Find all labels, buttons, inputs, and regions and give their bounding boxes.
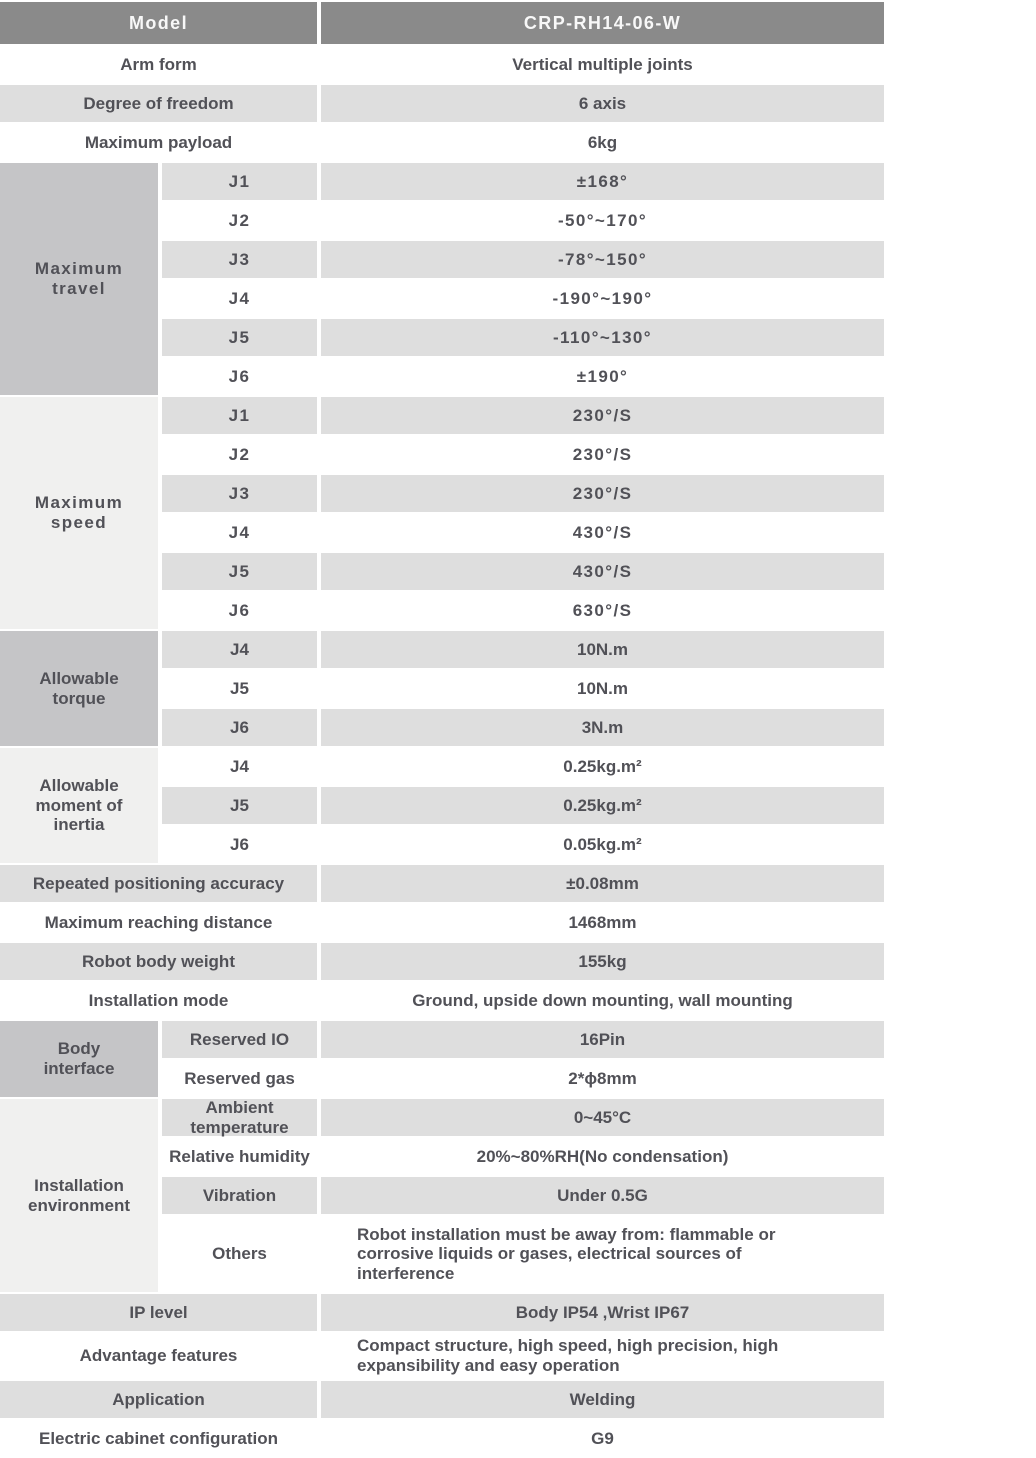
joint-label: J4 xyxy=(162,514,317,551)
joint-label: J5 xyxy=(162,553,317,590)
joint-value: 10N.m xyxy=(321,670,884,707)
joint-value: 430°/S xyxy=(321,553,884,590)
row-label-installation-mode: Installation mode xyxy=(0,982,317,1019)
joint-label: J4 xyxy=(162,748,317,785)
row-label-application: Application xyxy=(0,1381,317,1418)
row-label-electric-cabinet-configuration: Electric cabinet configuration xyxy=(0,1420,317,1457)
joint-value: 0.05kg.m² xyxy=(321,826,884,863)
row-value-electric-cabinet-configuration: G9 xyxy=(321,1420,884,1457)
row-value-repeated-positioning-accuracy: ±0.08mm xyxy=(321,865,884,902)
sub-label-relative-humidity: Relative humidity xyxy=(162,1138,317,1175)
row-label-robot-body-weight: Robot body weight xyxy=(0,943,317,980)
row-value-maximum-reaching-distance: 1468mm xyxy=(321,904,884,941)
joint-label: J1 xyxy=(162,397,317,434)
group-label-body-interface: Body interface xyxy=(0,1021,158,1097)
joint-label: J4 xyxy=(162,280,317,317)
row-label-maximum-reaching-distance: Maximum reaching distance xyxy=(0,904,317,941)
sub-value-ambient-temperature: 0~45°C xyxy=(321,1099,884,1136)
joint-label: J3 xyxy=(162,475,317,512)
joint-label: J5 xyxy=(162,319,317,356)
joint-label: J6 xyxy=(162,826,317,863)
sub-label-reserved-gas: Reserved gas xyxy=(162,1060,317,1097)
joint-label: J2 xyxy=(162,436,317,473)
sub-value-others: Robot installation must be away from: flammable or corrosive liquids or gases, electrical sources of interference xyxy=(321,1216,884,1292)
sub-value-relative-humidity: 20%~80%RH(No condensation) xyxy=(321,1138,884,1175)
joint-value: 10N.m xyxy=(321,631,884,668)
joint-label: J6 xyxy=(162,358,317,395)
row-label-arm-form: Arm form xyxy=(0,46,317,83)
joint-value: ±168° xyxy=(321,163,884,200)
joint-label: J5 xyxy=(162,787,317,824)
sub-label-reserved-io: Reserved IO xyxy=(162,1021,317,1058)
sub-value-vibration: Under 0.5G xyxy=(321,1177,884,1214)
row-value-robot-body-weight: 155kg xyxy=(321,943,884,980)
joint-label: J3 xyxy=(162,241,317,278)
group-label-maximum-travel: Maximum travel xyxy=(0,163,158,395)
joint-label: J6 xyxy=(162,709,317,746)
joint-value: 230°/S xyxy=(321,475,884,512)
joint-value: 0.25kg.m² xyxy=(321,748,884,785)
row-label-maximum-payload: Maximum payload xyxy=(0,124,317,161)
row-label-advantage-features: Advantage features xyxy=(0,1333,317,1379)
row-value-degree-of-freedom: 6 axis xyxy=(321,85,884,122)
joint-value: 430°/S xyxy=(321,514,884,551)
sub-label-others: Others xyxy=(162,1216,317,1292)
row-value-installation-mode: Ground, upside down mounting, wall mounting xyxy=(321,982,884,1019)
sub-label-ambient-temperature: Ambient temperature xyxy=(162,1099,317,1136)
row-label-repeated-positioning-accuracy: Repeated positioning accuracy xyxy=(0,865,317,902)
group-label-allowable-torque: Allowable torque xyxy=(0,631,158,746)
spec-table xyxy=(0,2,884,1457)
row-label-ip-level: IP level xyxy=(0,1294,317,1331)
joint-value: 3N.m xyxy=(321,709,884,746)
joint-label: J4 xyxy=(162,631,317,668)
model-header-value: CRP-RH14-06-W xyxy=(321,2,884,44)
row-value-maximum-payload: 6kg xyxy=(321,124,884,161)
joint-value: 630°/S xyxy=(321,592,884,629)
row-label-degree-of-freedom: Degree of freedom xyxy=(0,85,317,122)
joint-value: -78°~150° xyxy=(321,241,884,278)
row-value-arm-form: Vertical multiple joints xyxy=(321,46,884,83)
joint-value: 230°/S xyxy=(321,397,884,434)
joint-label: J2 xyxy=(162,202,317,239)
joint-label: J1 xyxy=(162,163,317,200)
sub-value-reserved-io: 16Pin xyxy=(321,1021,884,1058)
joint-value: -110°~130° xyxy=(321,319,884,356)
row-value-application: Welding xyxy=(321,1381,884,1418)
joint-value: 0.25kg.m² xyxy=(321,787,884,824)
row-value-advantage-features: Compact structure, high speed, high precision, high expansibility and easy operation xyxy=(321,1333,884,1379)
joint-label: J5 xyxy=(162,670,317,707)
joint-label: J6 xyxy=(162,592,317,629)
sub-value-reserved-gas: 2*ϕ8mm xyxy=(321,1060,884,1097)
group-label-maximum-speed: Maximum speed xyxy=(0,397,158,629)
joint-value: ±190° xyxy=(321,358,884,395)
group-label-installation-environment: Installation environment xyxy=(0,1099,158,1292)
row-value-ip-level: Body IP54 ,Wrist IP67 xyxy=(321,1294,884,1331)
joint-value: -50°~170° xyxy=(321,202,884,239)
joint-value: -190°~190° xyxy=(321,280,884,317)
group-label-allowable-moment-of-inertia: Allowable moment of inertia xyxy=(0,748,158,863)
joint-value: 230°/S xyxy=(321,436,884,473)
model-header-label: Model xyxy=(0,2,317,44)
sub-label-vibration: Vibration xyxy=(162,1177,317,1214)
